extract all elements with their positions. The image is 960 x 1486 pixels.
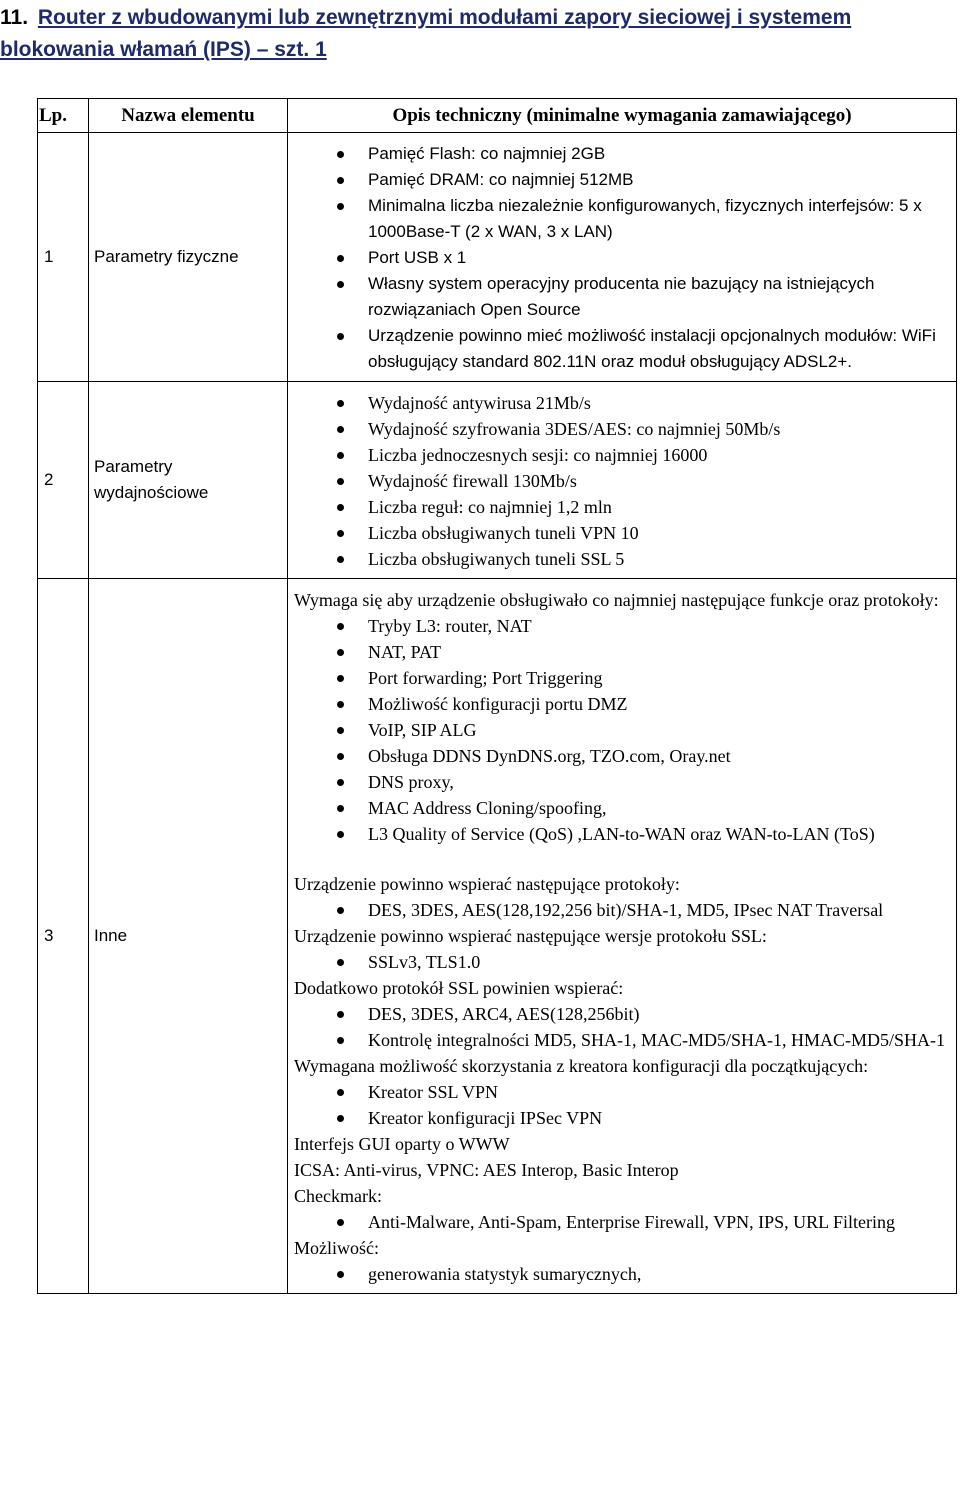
bullet-item: Liczba jednoczesnych sesji: co najmniej 16000 <box>294 442 952 468</box>
bullet-item: Obsługa DDNS DynDNS.org, TZO.com, Oray.net <box>294 743 952 769</box>
bullet-item: VoIP, SIP ALG <box>294 717 952 743</box>
bullet-list <box>294 897 952 923</box>
bullet-item: Własny system operacyjny producenta nie bazujący na istniejących rozwiązaniach Open Source <box>294 271 952 323</box>
header-desc: Opis techniczny (minimalne wymagania zamawiającego) <box>288 99 957 133</box>
bullet-list <box>294 1209 952 1235</box>
group-spacer <box>294 847 952 871</box>
group-intro: Checkmark: <box>294 1186 382 1206</box>
bullet-item: Port forwarding; Port Triggering <box>294 665 952 691</box>
group-intro: Dodatkowo protokół SSL powinien wspierać: <box>294 978 624 998</box>
bullet-list <box>294 613 952 847</box>
row-name: Parametry wydajnościowe <box>89 382 288 579</box>
group-intro: Możliwość: <box>294 1238 379 1258</box>
group-intro: Wymaga się aby urządzenie obsługiwało co najmniej następujące funkcje oraz protokoły: <box>294 590 939 610</box>
table-header-row <box>38 99 957 133</box>
bullet-item: DES, 3DES, AES(128,192,256 bit)/SHA-1, MD5, IPsec NAT Traversal <box>294 897 952 923</box>
row-name: Inne <box>89 579 288 1294</box>
header-name: Nazwa elementu <box>89 99 288 133</box>
bullet-item: Kontrolę integralności MD5, SHA-1, MAC-MD5/SHA-1, HMAC-MD5/SHA-1 <box>294 1027 952 1053</box>
bullet-item: Wydajność firewall 130Mb/s <box>294 468 952 494</box>
group-intro: Urządzenie powinno wspierać następujące wersje protokołu SSL: <box>294 926 767 946</box>
row-desc <box>288 133 957 382</box>
bullet-item: DES, 3DES, ARC4, AES(128,256bit) <box>294 1001 952 1027</box>
bullet-item: Wydajność antywirusa 21Mb/s <box>294 390 952 416</box>
section-title-text: Router z wbudowanymi lub zewnętrznymi modułami zapory sieciowej i systemem blokowania włamań (IPS) – szt. 1 <box>0 6 852 61</box>
bullet-list <box>294 390 952 572</box>
section-number: 11. <box>0 6 29 29</box>
bullet-item: Liczba reguł: co najmniej 1,2 mln <box>294 494 952 520</box>
bullet-item: Anti-Malware, Anti-Spam, Enterprise Firewall, VPN, IPS, URL Filtering <box>294 1209 952 1235</box>
bullet-list <box>294 141 952 375</box>
bullet-item: SSLv3, TLS1.0 <box>294 949 952 975</box>
table-row <box>38 382 957 579</box>
group-intro: Urządzenie powinno wspierać następujące protokoły: <box>294 874 680 894</box>
bullet-item: Pamięć Flash: co najmniej 2GB <box>294 141 952 167</box>
bullet-item: Pamięć DRAM: co najmniej 512MB <box>294 167 952 193</box>
header-lp: Lp. <box>38 99 89 133</box>
row-name: Parametry fizyczne <box>89 133 288 382</box>
section-title <box>0 2 950 66</box>
bullet-list <box>294 1001 952 1053</box>
row-lp: 1 <box>38 133 89 382</box>
bullet-list <box>294 1261 952 1287</box>
bullet-item: Urządzenie powinno mieć możliwość instalacji opcjonalnych modułów: WiFi obsługujący standard 802.11N oraz moduł obsługujący ADSL2+. <box>294 323 952 375</box>
bullet-item: L3 Quality of Service (QoS) ,LAN-to-WAN oraz WAN-to-LAN (ToS) <box>294 821 952 847</box>
bullet-item: Liczba obsługiwanych tuneli SSL 5 <box>294 546 952 572</box>
bullet-item: MAC Address Cloning/spoofing, <box>294 795 952 821</box>
bullet-item: Port USB x 1 <box>294 245 952 271</box>
group-intro: ICSA: Anti-virus, VPNC: AES Interop, Basic Interop <box>294 1160 679 1180</box>
bullet-item: Wydajność szyfrowania 3DES/AES: co najmniej 50Mb/s <box>294 416 952 442</box>
group-intro: Wymagana możliwość skorzystania z kreatora konfiguracji dla początkujących: <box>294 1056 869 1076</box>
bullet-item: Liczba obsługiwanych tuneli VPN 10 <box>294 520 952 546</box>
bullet-item: DNS proxy, <box>294 769 952 795</box>
bullet-item: NAT, PAT <box>294 639 952 665</box>
bullet-item: Kreator konfiguracji IPSec VPN <box>294 1105 952 1131</box>
bullet-item: Minimalna liczba niezależnie konfigurowanych, fizycznych interfejsów: 5 x 1000Base-T (2 x WAN, 3 x LAN) <box>294 193 952 245</box>
bullet-item: Tryby L3: router, NAT <box>294 613 952 639</box>
table-row <box>38 133 957 382</box>
group-intro: Interfejs GUI oparty o WWW <box>294 1134 510 1154</box>
row-desc <box>288 579 957 1294</box>
table-row <box>38 579 957 1294</box>
bullet-item: Kreator SSL VPN <box>294 1079 952 1105</box>
bullet-item: generowania statystyk sumarycznych, <box>294 1261 952 1287</box>
bullet-list <box>294 949 952 975</box>
bullet-list <box>294 1079 952 1131</box>
bullet-item: Możliwość konfiguracji portu DMZ <box>294 691 952 717</box>
row-lp: 2 <box>38 382 89 579</box>
spec-table <box>37 98 957 1294</box>
row-desc <box>288 382 957 579</box>
row-lp: 3 <box>38 579 89 1294</box>
